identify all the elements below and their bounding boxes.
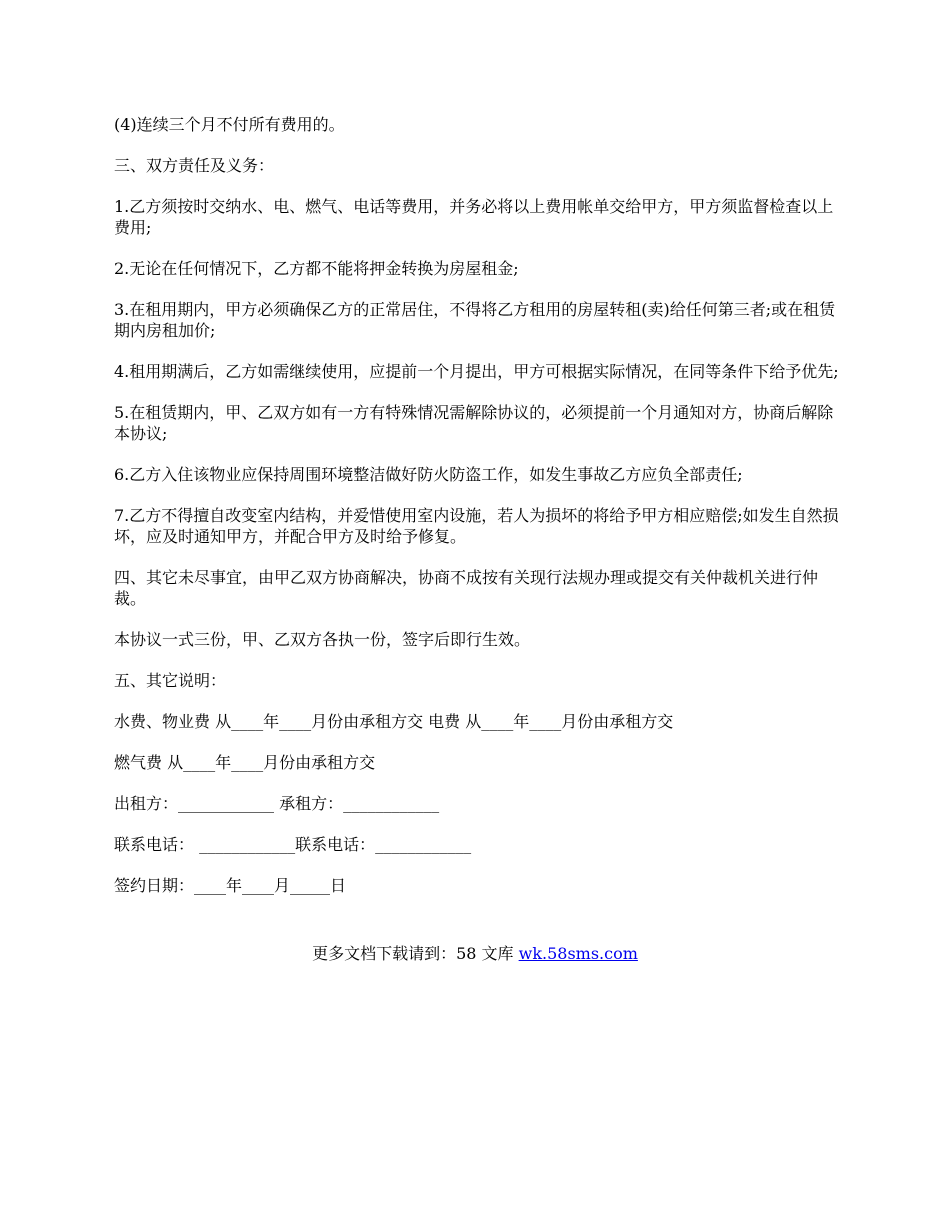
footer-link[interactable]: wk.58sms.com	[518, 944, 638, 963]
contact-phone-line: 联系电话： ____________联系电话：____________	[114, 835, 472, 854]
document-body	[114, 114, 844, 916]
footer-prefix: 更多文档下载请到：58 文库	[312, 944, 519, 963]
water-electric-fees-line: 水费、物业费 从____年____月份由承租方交 电费 从____年____月份由承租方交	[114, 712, 674, 731]
signing-date-line: 签约日期：____年____月_____日	[114, 876, 347, 895]
download-footer	[0, 943, 950, 964]
duty-item-1: 1.乙方须按时交纳水、电、燃气、电话等费用，并务必将以上费用帐单交给甲方，甲方须监督检查以上费用;	[114, 197, 834, 237]
section-5-heading: 五、其它说明：	[114, 671, 227, 690]
duty-item-5: 5.在租赁期内，甲、乙双方如有一方有特殊情况需解除协议的，必须提前一个月通知对方，协商后解除本协议;	[114, 403, 834, 443]
section-4-text: 四、其它未尽事宜，由甲乙双方协商解决，协商不成按有关现行法规办理或提交有关仲裁机关进行仲裁。	[114, 568, 819, 608]
duty-item-7: 7.乙方不得擅自改变室内结构，并爱惜使用室内设施，若人为损坏的将给予甲方相应赔偿;如发生自然损坏，应及时通知甲方，并配合甲方及时给予修复。	[114, 506, 839, 546]
section-3-heading: 三、双方责任及义务：	[114, 156, 275, 175]
duty-item-3: 3.在租用期内，甲方必须确保乙方的正常居住，不得将乙方租用的房屋转租(卖)给任何第三者;或在租赁期内房租加价;	[114, 300, 836, 340]
duty-item-6: 6.乙方入住该物业应保持周围环境整洁做好防火防盗工作，如发生事故乙方应负全部责任;	[114, 465, 743, 484]
clause-4-nonpayment: (4)连续三个月不付所有费用的。	[114, 115, 345, 134]
parties-signature-line: 出租方：____________ 承租方：____________	[114, 794, 440, 813]
duty-item-2: 2.无论在任何情况下，乙方都不能将押金转换为房屋租金;	[114, 259, 519, 278]
gas-fee-line: 燃气费 从____年____月份由承租方交	[114, 753, 376, 772]
duty-item-4: 4.租用期满后，乙方如需继续使用，应提前一个月提出，甲方可根据实际情况，在同等条件下给予优先;	[114, 362, 839, 381]
copies-clause: 本协议一式三份，甲、乙双方各执一份，签字后即行生效。	[114, 630, 531, 649]
